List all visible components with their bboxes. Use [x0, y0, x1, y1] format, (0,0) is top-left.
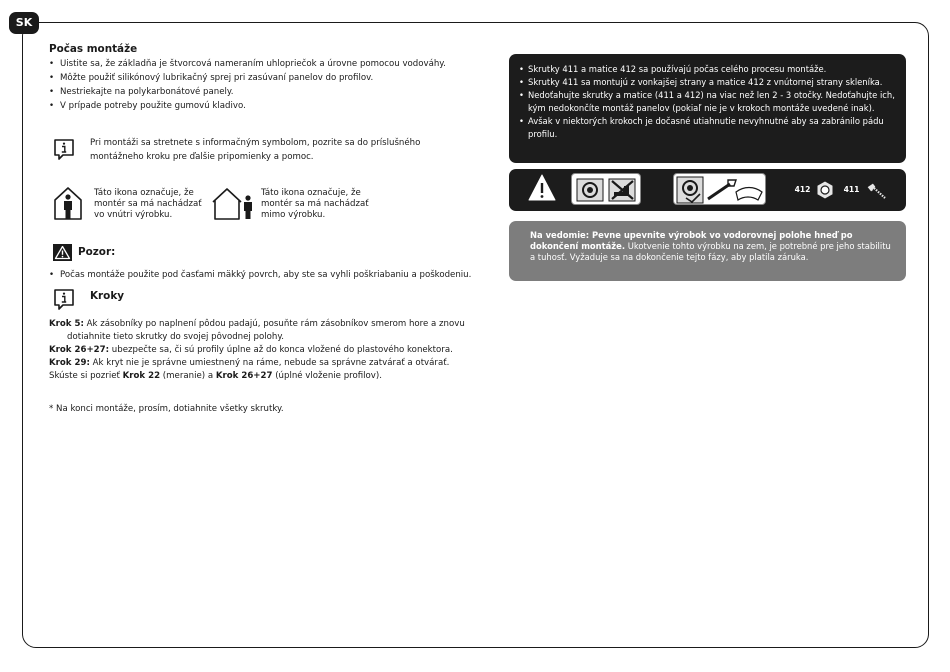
step-text: Ak zásobníky po naplnení pôdou padajú, posuňte rám zásobníkov smerom hore a znovu [83, 319, 465, 329]
warning-icon [528, 173, 556, 203]
info-icon [53, 138, 75, 160]
step-text: dotiahnite tieto skrutky do svojej pôvodnej polohy. [67, 332, 284, 342]
inside-person-icon [53, 186, 83, 220]
no-power-tool-icon [571, 173, 641, 205]
step-text: ubezpečte sa, či sú profily úplne až do konca vložené do plastového konektora. [109, 345, 453, 355]
list-item: • Počas montáže použite pod časťami mäkký povrch, aby ste sa vyhli poškriabaniu a poškodeniu. [49, 268, 489, 282]
outside-icon-legend [211, 186, 381, 226]
nut-icon [815, 180, 835, 200]
step-label: Krok 5: [49, 319, 84, 329]
legend-line: Táto ikona označuje, že [261, 188, 361, 198]
step-line [49, 344, 489, 357]
legend-line: mimo výrobku. [261, 210, 326, 220]
list-item: • V prípade potreby použite gumovú kladivo. [49, 99, 489, 113]
notice-text: Ukotvenie tohto výrobku na zem, je potrebné pre jeho stabilitu a tuhosť. Vyžaduje sa na dokončenie tejto fázy, aby platila záruka. [530, 241, 891, 262]
outside-person-icon [211, 186, 253, 220]
language-badge: SK [9, 12, 39, 34]
hand-tighten-icon [673, 173, 766, 205]
list-item: • Môžte použiť silikónový lubrikačný sprej pri zasúvaní panelov do profilov. [49, 71, 489, 85]
section-title: Počas montáže [49, 43, 138, 55]
during-assembly-section [49, 42, 489, 113]
step-text: Ak kryt nie je správne umiestnený na ráme, nebude sa správne zatvárať a otvárať. [89, 358, 450, 368]
info-line: montážneho kroku pre ďalšie pripomienky a pomoc. [90, 152, 314, 162]
step-label: Krok 26+27: [49, 345, 110, 355]
bolt-icon [864, 178, 888, 202]
step-ref: Krok 26+27 [215, 371, 273, 381]
list-item: • Skrutky 411 a matice 412 sa používajú počas celého procesu montáže. [519, 63, 896, 76]
info-icon [53, 288, 75, 310]
step-line [49, 331, 489, 344]
step-label: Krok 29: [49, 358, 90, 368]
step-ref: Krok 22 [122, 371, 161, 381]
info-line: Pri montáži sa stretnete s informačným symbolom, pozrite sa do príslušného [90, 138, 421, 148]
list-item: • Avšak v niektorých krokoch je dočasné utiahnutie nevyhnutné aby sa zabránilo pádu profilu. [519, 115, 896, 141]
step-line [49, 357, 489, 370]
steps-list [49, 318, 489, 383]
step-line [49, 318, 489, 331]
list-item: • Nedoťahujte skrutky a matice (411 a 412) na viac než len 2 - 3 otočky. Nedoťahujte ich, kým nedokončíte montáž panelov (pokiaľ nie je v krokoch montáže uvedené inak). [519, 89, 896, 115]
list-item: • Skrutky 411 sa montujú z vonkajšej strany a matice 412 z vnútornej strany skleníka. [519, 76, 896, 89]
warning-icon [53, 244, 72, 261]
assembly-bullets [49, 57, 489, 113]
icon-strip [509, 169, 906, 211]
notice-bold: Na vedomie: Pevne upevnite výrobok vo vodorovnej polohe hneď po dokončení montáže. [530, 230, 853, 251]
steps-title: Kroky [90, 290, 124, 302]
location-icons [49, 186, 489, 226]
badge-412: 412 [793, 180, 812, 199]
screw-notes-box [509, 54, 906, 163]
list-item: • Uistite sa, že základňa je štvorcová nameraním uhlopriečok a úrovne pomocou vodováhy. [49, 57, 489, 71]
caution-title: Pozor: [78, 246, 116, 258]
legend-line: vo vnútri výrobku. [94, 210, 173, 220]
step-line: Skúste si pozrieť Krok 22 (meranie) a Krok 26+27 (úplné vloženie profilov). [49, 371, 382, 381]
footnote: * Na konci montáže, prosím, dotiahnite všetky skrutky. [49, 404, 284, 414]
legend-line: montér sa má nachádzať [94, 199, 202, 209]
notice-box [509, 221, 906, 281]
legend-line: Táto ikona označuje, že [94, 188, 194, 198]
legend-line: montér sa má nachádzať [261, 199, 369, 209]
badge-411: 411 [842, 180, 861, 199]
inside-icon-legend [53, 186, 213, 226]
list-item: • Nestriekajte na polykarbonátové panely. [49, 85, 489, 99]
